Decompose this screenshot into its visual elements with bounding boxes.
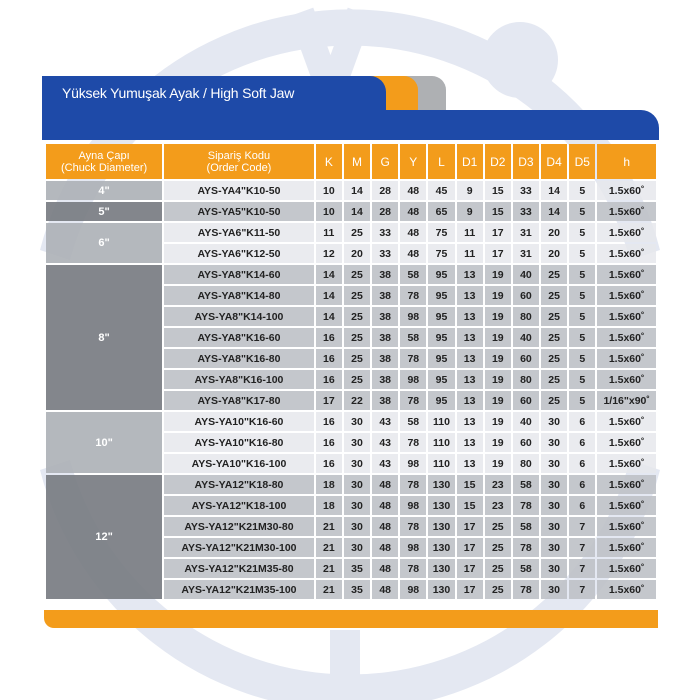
dim-d1-cell: 13 [457, 349, 483, 368]
header-label: Y [409, 154, 418, 169]
dim-l-cell: 95 [428, 391, 454, 410]
header-d5 [569, 144, 595, 179]
header-label: h [623, 154, 630, 169]
dim-y-cell: 98 [400, 580, 426, 599]
dim-m-cell: 25 [344, 349, 370, 368]
header-label: D5 [574, 154, 590, 169]
dim-d3-cell: 40 [513, 265, 539, 284]
dim-g-cell: 48 [372, 559, 398, 578]
dim-y-cell: 58 [400, 412, 426, 431]
dim-h-cell: 1.5x60˚ [597, 538, 656, 557]
dim-d4-cell: 14 [541, 202, 567, 221]
order-code-cell: AYS-YA10"K16-100 [164, 454, 314, 473]
header-label: Ayna Çapı [78, 149, 130, 162]
dim-g-cell: 38 [372, 370, 398, 389]
dim-d5-cell: 5 [569, 286, 595, 305]
order-code-cell: AYS-YA12"K18-80 [164, 475, 314, 494]
order-code-cell: AYS-YA10"K16-60 [164, 412, 314, 431]
dim-l-cell: 130 [428, 538, 454, 557]
dim-d2-cell: 19 [485, 307, 511, 326]
dim-k-cell: 14 [316, 286, 342, 305]
order-code-cell: AYS-YA12"K18-100 [164, 496, 314, 515]
dim-d2-cell: 19 [485, 433, 511, 452]
document-title: Yüksek Yumuşak Ayak / High Soft Jaw [62, 85, 295, 101]
dim-g-cell: 38 [372, 307, 398, 326]
dim-g-cell: 38 [372, 328, 398, 347]
dim-m-cell: 25 [344, 286, 370, 305]
dim-d5-cell: 5 [569, 244, 595, 263]
dim-d2-cell: 15 [485, 181, 511, 200]
dim-l-cell: 95 [428, 286, 454, 305]
dim-d3-cell: 58 [513, 475, 539, 494]
header-sublabel: (Chuck Diameter) [60, 161, 148, 174]
dim-d4-cell: 30 [541, 475, 567, 494]
header-m [344, 144, 370, 179]
dim-d5-cell: 5 [569, 181, 595, 200]
dim-m-cell: 25 [344, 307, 370, 326]
dim-d1-cell: 15 [457, 496, 483, 515]
dim-k-cell: 16 [316, 370, 342, 389]
dim-d2-cell: 25 [485, 517, 511, 536]
dim-d2-cell: 23 [485, 496, 511, 515]
dim-m-cell: 25 [344, 328, 370, 347]
dim-g-cell: 48 [372, 517, 398, 536]
dim-d1-cell: 13 [457, 265, 483, 284]
dim-y-cell: 48 [400, 223, 426, 242]
dim-g-cell: 43 [372, 412, 398, 431]
dim-g-cell: 43 [372, 454, 398, 473]
dim-d1-cell: 13 [457, 370, 483, 389]
dim-d4-cell: 30 [541, 517, 567, 536]
dim-d4-cell: 25 [541, 286, 567, 305]
order-code-cell: AYS-YA8"K14-100 [164, 307, 314, 326]
dim-d5-cell: 6 [569, 454, 595, 473]
dim-h-cell: 1.5x60˚ [597, 412, 656, 431]
dim-h-cell: 1.5x60˚ [597, 328, 656, 347]
dim-h-cell: 1.5x60˚ [597, 517, 656, 536]
dim-y-cell: 58 [400, 265, 426, 284]
dim-d2-cell: 19 [485, 412, 511, 431]
dim-d3-cell: 58 [513, 559, 539, 578]
dim-h-cell: 1.5x60˚ [597, 433, 656, 452]
order-code-cell: AYS-YA8"K14-60 [164, 265, 314, 284]
header-l [428, 144, 454, 179]
dim-d1-cell: 13 [457, 412, 483, 431]
dim-d4-cell: 25 [541, 328, 567, 347]
dim-d3-cell: 33 [513, 202, 539, 221]
dim-g-cell: 38 [372, 265, 398, 284]
dim-g-cell: 48 [372, 538, 398, 557]
dim-m-cell: 30 [344, 538, 370, 557]
dim-d2-cell: 17 [485, 244, 511, 263]
dim-d3-cell: 60 [513, 349, 539, 368]
table-row [46, 412, 656, 431]
dim-h-cell: 1/16"x90˚ [597, 391, 656, 410]
dim-k-cell: 21 [316, 559, 342, 578]
dim-d2-cell: 19 [485, 370, 511, 389]
dim-d3-cell: 60 [513, 433, 539, 452]
dim-m-cell: 20 [344, 244, 370, 263]
dim-k-cell: 16 [316, 454, 342, 473]
dim-l-cell: 130 [428, 496, 454, 515]
dim-y-cell: 78 [400, 559, 426, 578]
dim-d1-cell: 17 [457, 517, 483, 536]
order-code-cell: AYS-YA6"K11-50 [164, 223, 314, 242]
dim-y-cell: 78 [400, 517, 426, 536]
dim-d4-cell: 20 [541, 244, 567, 263]
dim-m-cell: 30 [344, 433, 370, 452]
dim-d3-cell: 58 [513, 517, 539, 536]
dim-y-cell: 98 [400, 496, 426, 515]
dim-g-cell: 33 [372, 244, 398, 263]
dim-y-cell: 58 [400, 328, 426, 347]
chuck-diameter-cell: 5" [46, 202, 162, 221]
order-code-cell: AYS-YA12"K21M35-100 [164, 580, 314, 599]
dim-d2-cell: 19 [485, 265, 511, 284]
dim-d4-cell: 30 [541, 538, 567, 557]
header-label: D2 [490, 154, 506, 169]
chuck-diameter-cell: 6" [46, 223, 162, 263]
dim-k-cell: 18 [316, 496, 342, 515]
dim-k-cell: 21 [316, 538, 342, 557]
dim-l-cell: 110 [428, 454, 454, 473]
dim-y-cell: 98 [400, 307, 426, 326]
dim-d4-cell: 25 [541, 349, 567, 368]
dim-l-cell: 95 [428, 328, 454, 347]
header-chuck-diameter [46, 144, 162, 179]
order-code-cell: AYS-YA4"K10-50 [164, 181, 314, 200]
dim-d1-cell: 17 [457, 559, 483, 578]
order-code-cell: AYS-YA12"K21M30-80 [164, 517, 314, 536]
dim-d2-cell: 19 [485, 328, 511, 347]
dim-l-cell: 130 [428, 475, 454, 494]
dim-d3-cell: 40 [513, 328, 539, 347]
dim-d3-cell: 80 [513, 454, 539, 473]
spec-table [44, 142, 658, 601]
dim-d1-cell: 17 [457, 580, 483, 599]
dim-y-cell: 78 [400, 391, 426, 410]
dim-g-cell: 38 [372, 349, 398, 368]
footer-bar [44, 610, 658, 628]
dim-h-cell: 1.5x60˚ [597, 223, 656, 242]
dim-h-cell: 1.5x60˚ [597, 244, 656, 263]
dim-d5-cell: 7 [569, 580, 595, 599]
dim-m-cell: 30 [344, 412, 370, 431]
chuck-diameter-cell: 8" [46, 265, 162, 410]
header-label: G [380, 154, 390, 169]
dim-d3-cell: 60 [513, 286, 539, 305]
dim-d2-cell: 23 [485, 475, 511, 494]
header-d3 [513, 144, 539, 179]
dim-m-cell: 14 [344, 202, 370, 221]
header-label: D4 [546, 154, 562, 169]
order-code-cell: AYS-YA6"K12-50 [164, 244, 314, 263]
header-label: K [324, 154, 333, 169]
dim-l-cell: 95 [428, 265, 454, 284]
dim-d1-cell: 11 [457, 244, 483, 263]
dim-d4-cell: 30 [541, 559, 567, 578]
dim-d1-cell: 13 [457, 433, 483, 452]
dim-h-cell: 1.5x60˚ [597, 475, 656, 494]
dim-y-cell: 98 [400, 370, 426, 389]
dim-d1-cell: 11 [457, 223, 483, 242]
dim-l-cell: 95 [428, 370, 454, 389]
dim-d5-cell: 7 [569, 538, 595, 557]
dim-k-cell: 16 [316, 328, 342, 347]
dim-d2-cell: 25 [485, 538, 511, 557]
dim-h-cell: 1.5x60˚ [597, 454, 656, 473]
header-d4 [541, 144, 567, 179]
dim-d1-cell: 9 [457, 181, 483, 200]
dim-l-cell: 110 [428, 433, 454, 452]
dim-d1-cell: 17 [457, 538, 483, 557]
header-sublabel: (Order Code) [206, 161, 272, 174]
dim-y-cell: 98 [400, 538, 426, 557]
dim-d1-cell: 13 [457, 328, 483, 347]
dim-h-cell: 1.5x60˚ [597, 496, 656, 515]
dim-d4-cell: 30 [541, 496, 567, 515]
order-code-cell: AYS-YA8"K16-60 [164, 328, 314, 347]
order-code-cell: AYS-YA12"K21M30-100 [164, 538, 314, 557]
dim-k-cell: 17 [316, 391, 342, 410]
dim-d3-cell: 80 [513, 370, 539, 389]
dim-m-cell: 25 [344, 370, 370, 389]
dim-y-cell: 78 [400, 349, 426, 368]
dim-d4-cell: 20 [541, 223, 567, 242]
dim-d4-cell: 25 [541, 391, 567, 410]
dim-g-cell: 28 [372, 181, 398, 200]
dim-d5-cell: 6 [569, 475, 595, 494]
dim-l-cell: 130 [428, 559, 454, 578]
header-d1 [457, 144, 483, 179]
dim-g-cell: 38 [372, 391, 398, 410]
dim-l-cell: 110 [428, 412, 454, 431]
dim-d5-cell: 7 [569, 559, 595, 578]
dim-y-cell: 48 [400, 202, 426, 221]
dim-d2-cell: 17 [485, 223, 511, 242]
dim-d3-cell: 40 [513, 412, 539, 431]
dim-h-cell: 1.5x60˚ [597, 265, 656, 284]
dim-d2-cell: 19 [485, 454, 511, 473]
dim-y-cell: 48 [400, 181, 426, 200]
dim-d5-cell: 5 [569, 370, 595, 389]
dim-d5-cell: 6 [569, 433, 595, 452]
dim-y-cell: 78 [400, 475, 426, 494]
dim-y-cell: 78 [400, 286, 426, 305]
dim-g-cell: 48 [372, 475, 398, 494]
table-row [46, 475, 656, 494]
dim-g-cell: 48 [372, 496, 398, 515]
dim-d2-cell: 19 [485, 349, 511, 368]
dim-d4-cell: 30 [541, 412, 567, 431]
dim-g-cell: 43 [372, 433, 398, 452]
header-label: L [438, 154, 445, 169]
dim-l-cell: 45 [428, 181, 454, 200]
dim-m-cell: 30 [344, 517, 370, 536]
dim-d3-cell: 33 [513, 181, 539, 200]
title-tab [42, 76, 386, 112]
dim-d4-cell: 30 [541, 433, 567, 452]
chuck-diameter-cell: 12" [46, 475, 162, 599]
dim-h-cell: 1.5x60˚ [597, 286, 656, 305]
dim-l-cell: 65 [428, 202, 454, 221]
spec-table-container [44, 142, 658, 601]
dim-d2-cell: 25 [485, 559, 511, 578]
dim-k-cell: 10 [316, 181, 342, 200]
table-body [46, 181, 656, 599]
dim-k-cell: 14 [316, 265, 342, 284]
dim-l-cell: 75 [428, 244, 454, 263]
dim-h-cell: 1.5x60˚ [597, 349, 656, 368]
order-code-cell: AYS-YA8"K17-80 [164, 391, 314, 410]
table-row [46, 223, 656, 242]
header-label: D1 [461, 154, 478, 169]
dim-d3-cell: 80 [513, 307, 539, 326]
dim-g-cell: 38 [372, 286, 398, 305]
dim-d4-cell: 30 [541, 580, 567, 599]
dim-d4-cell: 25 [541, 370, 567, 389]
table-header-row [46, 144, 656, 179]
dim-k-cell: 16 [316, 412, 342, 431]
dim-k-cell: 21 [316, 580, 342, 599]
table-row [46, 265, 656, 284]
dim-d1-cell: 13 [457, 307, 483, 326]
dim-m-cell: 25 [344, 265, 370, 284]
dim-d5-cell: 5 [569, 307, 595, 326]
dim-m-cell: 35 [344, 580, 370, 599]
dim-d3-cell: 60 [513, 391, 539, 410]
table-row [46, 202, 656, 221]
dim-k-cell: 12 [316, 244, 342, 263]
dim-d4-cell: 14 [541, 181, 567, 200]
dim-d1-cell: 15 [457, 475, 483, 494]
header-d2 [485, 144, 511, 179]
dim-l-cell: 95 [428, 307, 454, 326]
dim-d4-cell: 25 [541, 265, 567, 284]
header-label: M [352, 154, 362, 169]
dim-d2-cell: 19 [485, 286, 511, 305]
dim-g-cell: 28 [372, 202, 398, 221]
dim-d1-cell: 13 [457, 286, 483, 305]
order-code-cell: AYS-YA12"K21M35-80 [164, 559, 314, 578]
dim-h-cell: 1.5x60˚ [597, 370, 656, 389]
dim-k-cell: 14 [316, 307, 342, 326]
table-row [46, 181, 656, 200]
header-g [372, 144, 398, 179]
order-code-cell: AYS-YA10"K16-80 [164, 433, 314, 452]
dim-d5-cell: 6 [569, 496, 595, 515]
dim-d3-cell: 78 [513, 580, 539, 599]
dim-k-cell: 16 [316, 433, 342, 452]
dim-m-cell: 30 [344, 496, 370, 515]
order-code-cell: AYS-YA8"K16-80 [164, 349, 314, 368]
dim-d3-cell: 31 [513, 223, 539, 242]
dim-d3-cell: 78 [513, 496, 539, 515]
header-label: D3 [518, 154, 534, 169]
header-y [400, 144, 426, 179]
chuck-diameter-cell: 4" [46, 181, 162, 200]
dim-d5-cell: 7 [569, 517, 595, 536]
dim-y-cell: 98 [400, 454, 426, 473]
dim-l-cell: 130 [428, 580, 454, 599]
dim-k-cell: 11 [316, 223, 342, 242]
dim-d5-cell: 5 [569, 349, 595, 368]
order-code-cell: AYS-YA8"K14-80 [164, 286, 314, 305]
dim-d3-cell: 31 [513, 244, 539, 263]
dim-d5-cell: 5 [569, 391, 595, 410]
dim-h-cell: 1.5x60˚ [597, 559, 656, 578]
dim-d5-cell: 5 [569, 265, 595, 284]
dim-m-cell: 25 [344, 223, 370, 242]
dim-k-cell: 10 [316, 202, 342, 221]
dim-l-cell: 95 [428, 349, 454, 368]
dim-m-cell: 35 [344, 559, 370, 578]
dim-m-cell: 22 [344, 391, 370, 410]
dim-d1-cell: 13 [457, 454, 483, 473]
dim-d5-cell: 6 [569, 412, 595, 431]
dim-k-cell: 18 [316, 475, 342, 494]
dim-m-cell: 30 [344, 475, 370, 494]
header-h [597, 144, 656, 179]
dim-m-cell: 14 [344, 181, 370, 200]
order-code-cell: AYS-YA5"K10-50 [164, 202, 314, 221]
dim-d3-cell: 78 [513, 538, 539, 557]
dim-h-cell: 1.5x60˚ [597, 307, 656, 326]
dim-d1-cell: 9 [457, 202, 483, 221]
dim-h-cell: 1.5x60˚ [597, 202, 656, 221]
dim-y-cell: 48 [400, 244, 426, 263]
dim-h-cell: 1.5x60˚ [597, 181, 656, 200]
dim-g-cell: 48 [372, 580, 398, 599]
dim-d2-cell: 19 [485, 391, 511, 410]
dim-d2-cell: 25 [485, 580, 511, 599]
dim-y-cell: 78 [400, 433, 426, 452]
dim-h-cell: 1.5x60˚ [597, 580, 656, 599]
dim-d5-cell: 5 [569, 328, 595, 347]
dim-l-cell: 130 [428, 517, 454, 536]
header-label: Sipariş Kodu [207, 149, 271, 162]
dim-m-cell: 30 [344, 454, 370, 473]
dim-d4-cell: 30 [541, 454, 567, 473]
dim-d4-cell: 25 [541, 307, 567, 326]
title-band [42, 110, 659, 140]
dim-l-cell: 75 [428, 223, 454, 242]
order-code-cell: AYS-YA8"K16-100 [164, 370, 314, 389]
dim-d5-cell: 5 [569, 202, 595, 221]
dim-d2-cell: 15 [485, 202, 511, 221]
chuck-diameter-cell: 10" [46, 412, 162, 473]
dim-g-cell: 33 [372, 223, 398, 242]
header-order-code [164, 144, 314, 179]
dim-k-cell: 21 [316, 517, 342, 536]
dim-d5-cell: 5 [569, 223, 595, 242]
dim-d1-cell: 13 [457, 391, 483, 410]
header-k [316, 144, 342, 179]
dim-k-cell: 16 [316, 349, 342, 368]
